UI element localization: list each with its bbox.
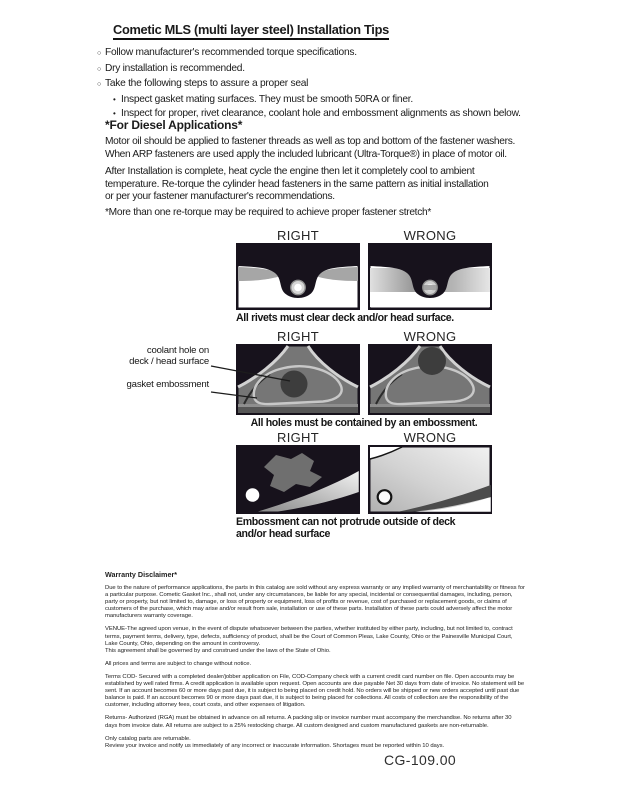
annotation-coolant-hole: deck / head surface xyxy=(129,355,209,367)
embossment-right-diagram xyxy=(236,445,360,514)
paragraph-line: Motor oil should be applied to fastener threads as well as top and bottom of the fastener washers. xyxy=(105,136,516,147)
page-title: Cometic MLS (multi layer steel) Installation Tips xyxy=(113,22,389,40)
right-label: RIGHT xyxy=(277,228,319,243)
annotation-gasket-embossment: gasket embossment xyxy=(126,378,209,390)
list-item-text: Dry installation is recommended. xyxy=(105,62,245,74)
warranty-paragraph: Returns- Authorized (RGA) must be obtained in advance on all returns. A packing slip or invoice number must accompany the merchandise. No returns after 30 days from invoice date. All returns are subject to a 25% restocking charge. All custom designed and custom manufactured gaskets are non-returnable. xyxy=(105,715,512,729)
warranty-heading: Warranty Disclaimer* xyxy=(105,570,178,579)
warranty-paragraph: Review your invoice and notify us immediately of any incorrect or inaccurate information. Shortages must be reported within 10 days. xyxy=(105,742,445,749)
list-item xyxy=(113,93,521,108)
diagram-caption: Embossment can not protrude outside of deck xyxy=(236,516,456,528)
installation-diagrams xyxy=(126,228,492,540)
diagram-row-embossment xyxy=(236,430,492,540)
list-item-text: Inspect gasket mating surfaces. They must be smooth 50RA or finer. xyxy=(121,93,413,105)
paragraph-line: temperature. Re-torque the cylinder head fasteners in the same pattern as initial installation xyxy=(105,178,489,190)
embossment-wrong-diagram xyxy=(368,445,492,514)
warranty-disclaimer-section xyxy=(105,570,525,756)
wrong-label: WRONG xyxy=(403,430,457,445)
bullet-circle-icon: ○ xyxy=(97,50,101,57)
rivet-right-diagram xyxy=(236,243,360,310)
list-item xyxy=(97,77,521,93)
diesel-paragraph-1 xyxy=(105,136,515,161)
warranty-paragraph: Terms COD- Secured with a completed dealer/jobber application on File, COD-Company check with a current credit card number on file. Open accounts may be established by well rated firms. A credit application is available upon request. Open accounts are due payable Net 30 days from date of invoice. No statement will be sent. If an account becomes 60 or more days past due, it is subject to being placed on credit hold. No orders will be shipped or new orders accepted until past due balance is paid. If an account becomes 90 or more days past due, it is subject to being placed for collections. All costs of collection are the responsibility of the customer, including attorney fees, court costs, and other expenses of litigation. xyxy=(105,673,525,709)
warranty-paragraph: VENUE-The agreed upon venue, in the event of dispute whatsoever between the parties, whether instituted by either party, including, but not limited to, contract terms, payment terms, delivery, type, defects, sufficiency of product, shall be the Court of Common Pleas, Lake County, Ohio or the Painesville Municipal Court, Lake County, Ohio, depending on the amount in controversy. xyxy=(105,626,513,647)
list-item xyxy=(97,46,521,62)
list-item xyxy=(97,62,521,78)
warranty-paragraph: All prices and terms are subject to change without notice. xyxy=(105,660,252,667)
bullet-circle-icon: ○ xyxy=(97,81,101,89)
wrong-label: WRONG xyxy=(403,329,457,344)
rivet-wrong-diagram xyxy=(368,243,492,310)
bullet-dot-icon: • xyxy=(113,109,116,119)
warranty-paragraph: Due to the nature of performance applications, the parts in this catalog are sold without any express warranty or any implied warranty of merchantability or fitness for a particular purpose. Cometic Gasket Inc., shall not, under any circumstances, be liable for any special, incidental or consequential damages, including, person, party or property, but not limited to, damage, or loss of property or equipment, loss of profits or revenue, cost of purchased or replacement goods, or claims of customers of the purchase, which may arise and/or result from sale, installation or use of these parts. Installation of these parts could adversely affect the motor manufacturers warranty coverage. xyxy=(105,585,525,620)
diagram-caption: and/or head surface xyxy=(236,528,331,540)
paragraph-line: When ARP fasteners are used apply the included lubricant (Ultra-Torque®) in place of motor oil. xyxy=(105,148,507,160)
installation-tips-list xyxy=(97,46,521,122)
warranty-paragraph: Only catalog parts are returnable. xyxy=(105,735,191,742)
diagram-caption: All holes must be contained by an embossment. xyxy=(250,417,478,429)
diagram-annotations xyxy=(105,346,209,390)
list-item-text: Follow manufacturer's recommended torque specifications. xyxy=(105,47,357,58)
diagram-row-holes xyxy=(126,329,492,429)
right-label: RIGHT xyxy=(277,329,319,344)
diagram-row-rivets xyxy=(236,228,492,324)
paragraph-line: After Installation is complete, heat cycle the engine then let it completely cool to ambient xyxy=(105,166,475,177)
coolant-hole-right-diagram xyxy=(236,344,360,415)
bullet-dot-icon: • xyxy=(113,94,116,104)
diesel-paragraph-2 xyxy=(105,166,489,204)
wrong-label: WRONG xyxy=(403,228,457,243)
diesel-applications-heading: *For Diesel Applications* xyxy=(105,118,243,132)
warranty-paragraph: This agreement shall be governed by and construed under the laws of the State of Ohio. xyxy=(105,647,331,654)
paragraph-line: or per your fastener manufacturer's recommendations. xyxy=(105,191,335,203)
list-item-text: Inspect for proper, rivet clearance, coolant hole and embossment alignments as shown below. xyxy=(121,108,521,120)
page-code: CG-109.00 xyxy=(384,752,457,768)
bullet-circle-icon: ○ xyxy=(97,65,101,73)
diagram-caption: All rivets must clear deck and/or head surface. xyxy=(236,312,454,324)
coolant-hole-wrong-diagram xyxy=(368,344,492,415)
right-label: RIGHT xyxy=(277,430,319,445)
annotation-coolant-hole: coolant hole on xyxy=(146,345,209,356)
list-item-text: Take the following steps to assure a proper seal xyxy=(105,78,309,90)
retorque-note: *More than one re-torque may be required to achieve proper fastener stretch* xyxy=(105,207,432,218)
